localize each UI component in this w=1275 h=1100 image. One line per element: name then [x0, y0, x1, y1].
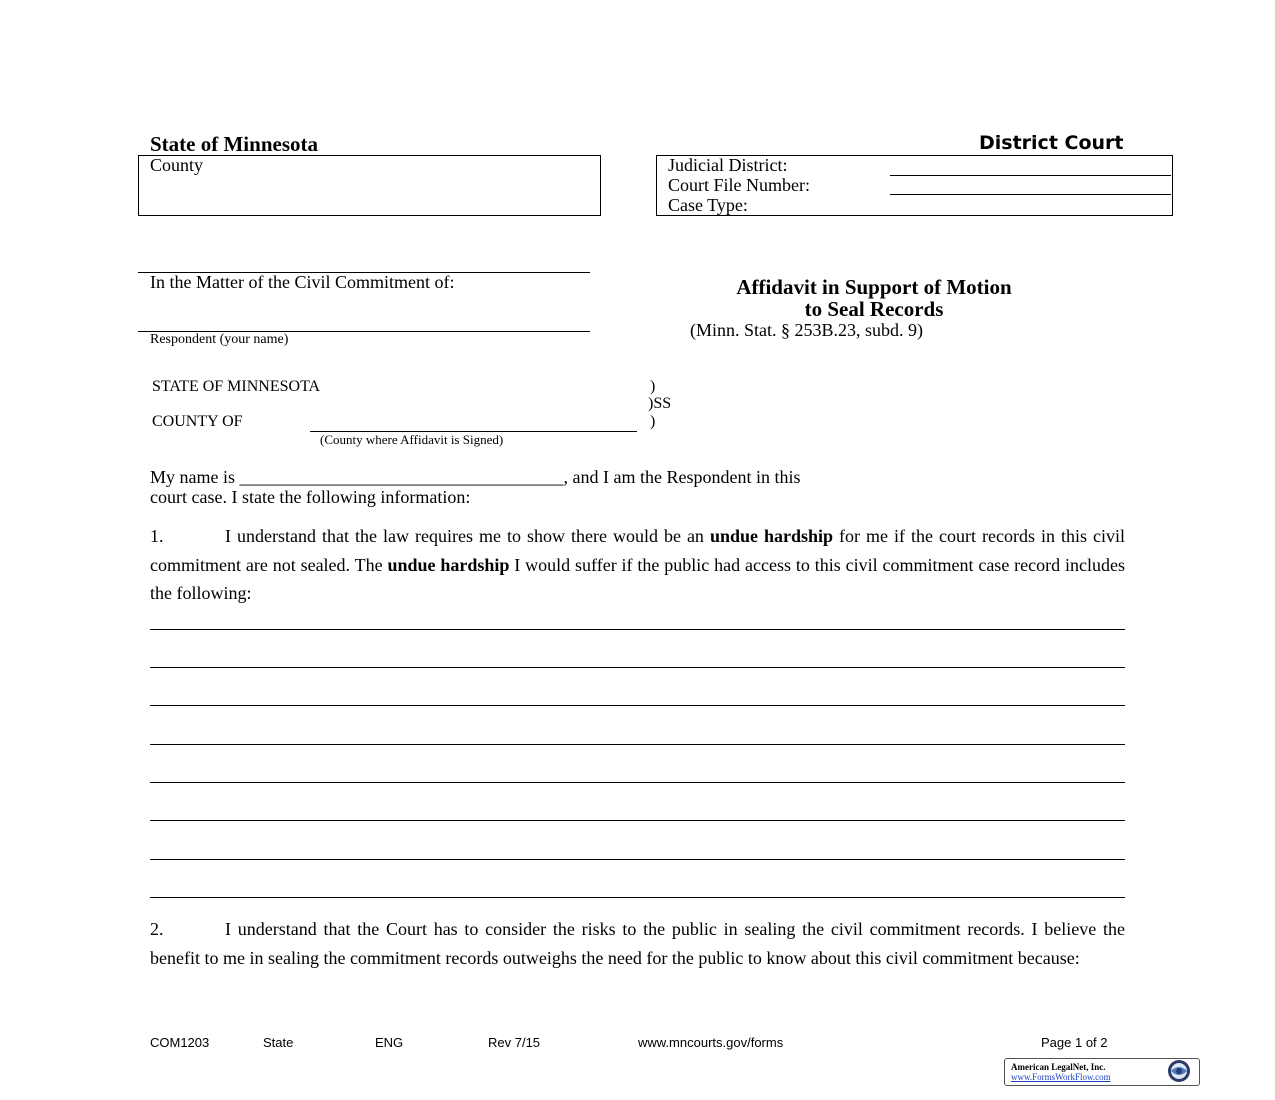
intro-line-2: court case. I state the following information: — [150, 487, 471, 507]
footer-revision: Rev 7/15 — [488, 1035, 541, 1050]
legalnet-link[interactable]: www.FormsWorkFlow.com — [1011, 1072, 1111, 1082]
case-type-field[interactable] — [890, 194, 1172, 215]
footer-jurisdiction: State — [263, 1035, 294, 1050]
hardship-answer-line[interactable] — [150, 629, 1125, 630]
paragraph-2-number: 2. — [150, 919, 164, 939]
footer-form-id: COM1203 — [150, 1035, 210, 1050]
court-file-number-label: Court File Number: — [668, 175, 810, 195]
hardship-answer-line[interactable] — [150, 897, 1125, 898]
hardship-answer-line[interactable] — [150, 667, 1125, 668]
statute-citation: (Minn. Stat. § 253B.23, subd. 9) — [690, 320, 924, 340]
undue-hardship-term-2: undue hardship — [387, 554, 510, 575]
judicial-district-field[interactable] — [890, 175, 1171, 176]
hardship-answer-line[interactable] — [150, 705, 1125, 706]
hardship-answer-line[interactable] — [150, 782, 1125, 783]
intro-line-1 — [150, 467, 800, 488]
venue-state: STATE OF MINNESOTA — [152, 378, 321, 395]
venue-paren-1: ) — [650, 378, 656, 395]
footer-page-number: Page 1 of 2 — [1041, 1035, 1108, 1050]
respondent-label: Respondent (your name) — [150, 332, 289, 347]
legalnet-company: American LegalNet, Inc. — [1011, 1062, 1106, 1072]
hardship-answer-line[interactable] — [150, 744, 1125, 745]
document-title — [680, 276, 1068, 320]
undue-hardship-term-1: undue hardship — [709, 526, 834, 546]
venue-county-hint: (County where Affidavit is Signed) — [320, 432, 504, 447]
paragraph-2-text: I understand that the Court has to consider the risks to the public in sealing the civil commitment records. I believe the benefit to me in sealing the commitment records outweighs the need for the public to know about this civil commitment because: — [150, 919, 1125, 968]
paragraph-1-text-c: I would suffer if the public had access to this civil commitment case record includes the following: — [150, 554, 1126, 603]
paragraph-1-text-a: I understand that the law requires me to show there would be an — [225, 526, 704, 546]
title-line-2: to Seal Records — [804, 297, 944, 321]
venue-county-label: COUNTY OF — [152, 413, 243, 430]
venue-paren-2: ) — [650, 413, 656, 430]
case-type-label: Case Type: — [668, 195, 748, 215]
venue-ss: )SS — [648, 395, 672, 412]
hardship-answer-line[interactable] — [150, 859, 1125, 860]
county-label: County — [150, 155, 204, 175]
affiant-name-field[interactable]: ____________________________________ — [239, 467, 564, 487]
judicial-district-label: Judicial District: — [668, 155, 788, 175]
hardship-answer-line[interactable] — [150, 820, 1125, 821]
paragraph-1 — [150, 522, 1125, 608]
footer-language: ENG — [375, 1035, 404, 1050]
intro-my-name: My name is — [150, 467, 235, 487]
intro-respondent-text: , and I am the Respondent in this — [563, 467, 801, 487]
footer-website[interactable]: www.mncourts.gov/forms — [638, 1035, 784, 1050]
paragraph-1-number: 1. — [150, 526, 164, 546]
matter-label: In the Matter of the Civil Commitment of: — [150, 272, 455, 292]
title-line-1: Affidavit in Support of Motion — [736, 275, 1012, 299]
paragraph-2 — [150, 915, 1125, 972]
court-heading: District Court — [979, 132, 1124, 154]
paragraph-1-text-b: for me if the court records in this civil commitment are not sealed. The — [150, 526, 1126, 575]
county-box[interactable] — [138, 155, 601, 216]
state-heading: State of Minnesota — [150, 132, 318, 156]
globe-logo-icon — [1161, 1058, 1197, 1084]
